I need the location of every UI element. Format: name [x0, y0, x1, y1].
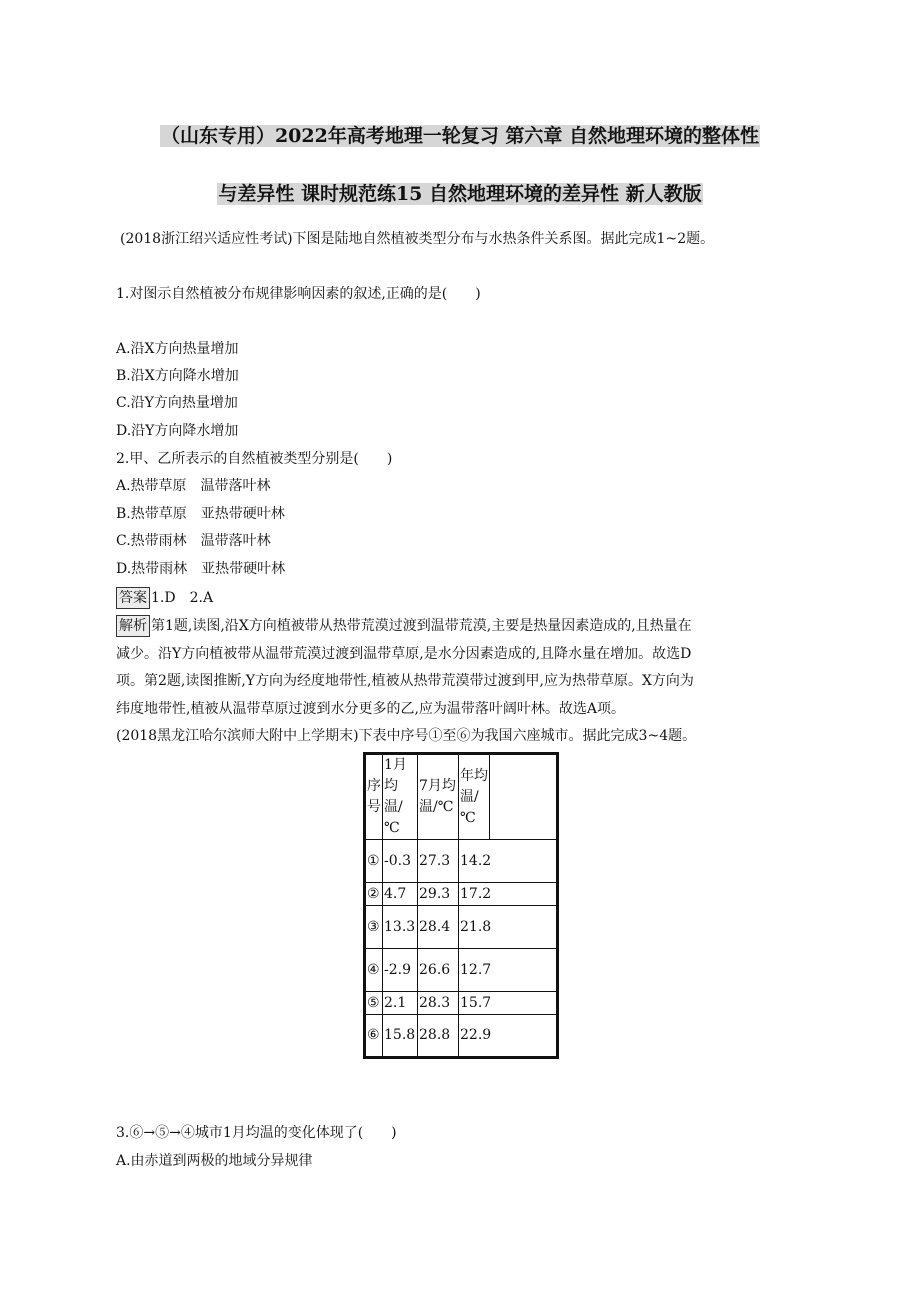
jan-temp-cell: 2.1: [383, 992, 418, 1015]
jan-temp-cell: 13.3: [383, 906, 418, 949]
answer-text: 1.D 2.A: [151, 590, 214, 606]
question-2-option-b: B.热带草原 亚热带硬叶林: [116, 506, 285, 522]
analysis-tag: 解析: [116, 615, 150, 637]
serial-cell: ②: [365, 883, 383, 906]
serial-cell: ④: [365, 949, 383, 992]
analysis-line-4: 纬度地带性,植被从温带草原过渡到水分更多的乙,应为温带落叶阔叶林。故选A项。: [116, 701, 626, 717]
header-jul-temp: 7月均温/℃: [418, 754, 459, 840]
jul-temp-cell: 28.4: [418, 906, 459, 949]
document-title-line-1: （山东专用）2022年高考地理一轮复习 第六章 自然地理环境的整体性: [160, 125, 760, 147]
header-jan-temp: 1月均温/℃: [383, 754, 418, 840]
table-row: [365, 992, 558, 1015]
jan-temp-cell: 4.7: [383, 883, 418, 906]
question-2-option-d: D.热带雨林 亚热带硬叶林: [116, 561, 286, 577]
jan-temp-cell: -2.9: [383, 949, 418, 992]
jul-temp-cell: 29.3: [418, 883, 459, 906]
jul-temp-cell: 28.8: [418, 1015, 459, 1058]
question-3-stem: 3.⑥→⑤→④城市1月均温的变化体现了( ): [116, 1125, 397, 1141]
question-2-stem: 2.甲、乙所表示的自然植被类型分别是( ): [116, 451, 393, 467]
annual-temp-cell: 17.2: [459, 883, 558, 906]
question-1-option-b: B.沿X方向降水增加: [116, 368, 239, 384]
answer-tag: 答案: [116, 587, 150, 609]
annual-temp-cell: 22.9: [459, 1015, 558, 1058]
analysis-line-3: 项。第2题,读图推断,Y方向为经度地带性,植被从热带荒漠带过渡到甲,应为热带草原。X方向为: [116, 673, 694, 689]
analysis-line-2: 减少。沿Y方向植被带从温带荒漠过渡到温带草原,是水分因素造成的,且降水量在增加。故选D: [116, 646, 692, 662]
table-row: [365, 1015, 558, 1058]
annual-temp-cell: 15.7: [459, 992, 558, 1015]
question-1-stem: 1.对图示自然植被分布规律影响因素的叙述,正确的是( ): [116, 286, 481, 302]
jan-temp-cell: -0.3: [383, 840, 418, 883]
document-title-line-2: 与差异性 课时规范练15 自然地理环境的差异性 新人教版: [218, 183, 702, 205]
annual-temp-cell: 12.7: [459, 949, 558, 992]
table-row: [365, 840, 558, 883]
question-3-option-a: A.由赤道到两极的地域分异规律: [116, 1153, 313, 1169]
table-row: [365, 883, 558, 906]
serial-cell: ⑤: [365, 992, 383, 1015]
analysis-line-1: [116, 613, 806, 640]
jan-temp-cell: 15.8: [383, 1015, 418, 1058]
table-header-row: [365, 754, 558, 840]
table-row: [365, 906, 558, 949]
header-serial: 序号: [365, 754, 383, 840]
serial-cell: ③: [365, 906, 383, 949]
serial-cell: ⑥: [365, 1015, 383, 1058]
question-1-option-c: C.沿Y方向热量增加: [116, 395, 238, 411]
serial-cell: ①: [365, 840, 383, 883]
header-annual-temp: 年均温/℃: [459, 754, 490, 840]
question-2-option-c: C.热带雨林 温带落叶林: [116, 533, 271, 549]
question-1-option-d: D.沿Y方向降水增加: [116, 423, 239, 439]
city-temperature-table: [363, 752, 559, 1059]
jul-temp-cell: 27.3: [418, 840, 459, 883]
analysis-text-1: 第1题,读图,沿X方向植被带从热带荒漠过渡到温带荒漠,主要是热量因素造成的,且热量在: [151, 618, 692, 634]
jul-temp-cell: 26.6: [418, 949, 459, 992]
intro-question-3-4: (2018黑龙江哈尔滨师大附中上学期末)下表中序号①至⑥为我国六座城市。据此完成3~4题。: [116, 728, 697, 744]
annual-temp-cell: 14.2: [459, 840, 558, 883]
jul-temp-cell: 28.3: [418, 992, 459, 1015]
table-row: [365, 949, 558, 992]
answer-line: [116, 585, 806, 612]
question-2-option-a: A.热带草原 温带落叶林: [116, 478, 271, 494]
annual-temp-cell: 21.8: [459, 906, 558, 949]
header-empty: [490, 754, 558, 840]
question-1-option-a: A.沿X方向热量增加: [116, 341, 239, 357]
intro-question-1-2: (2018浙江绍兴适应性考试)下图是陆地自然植被类型分布与水热条件关系图。据此完成1~2题。: [120, 231, 715, 247]
